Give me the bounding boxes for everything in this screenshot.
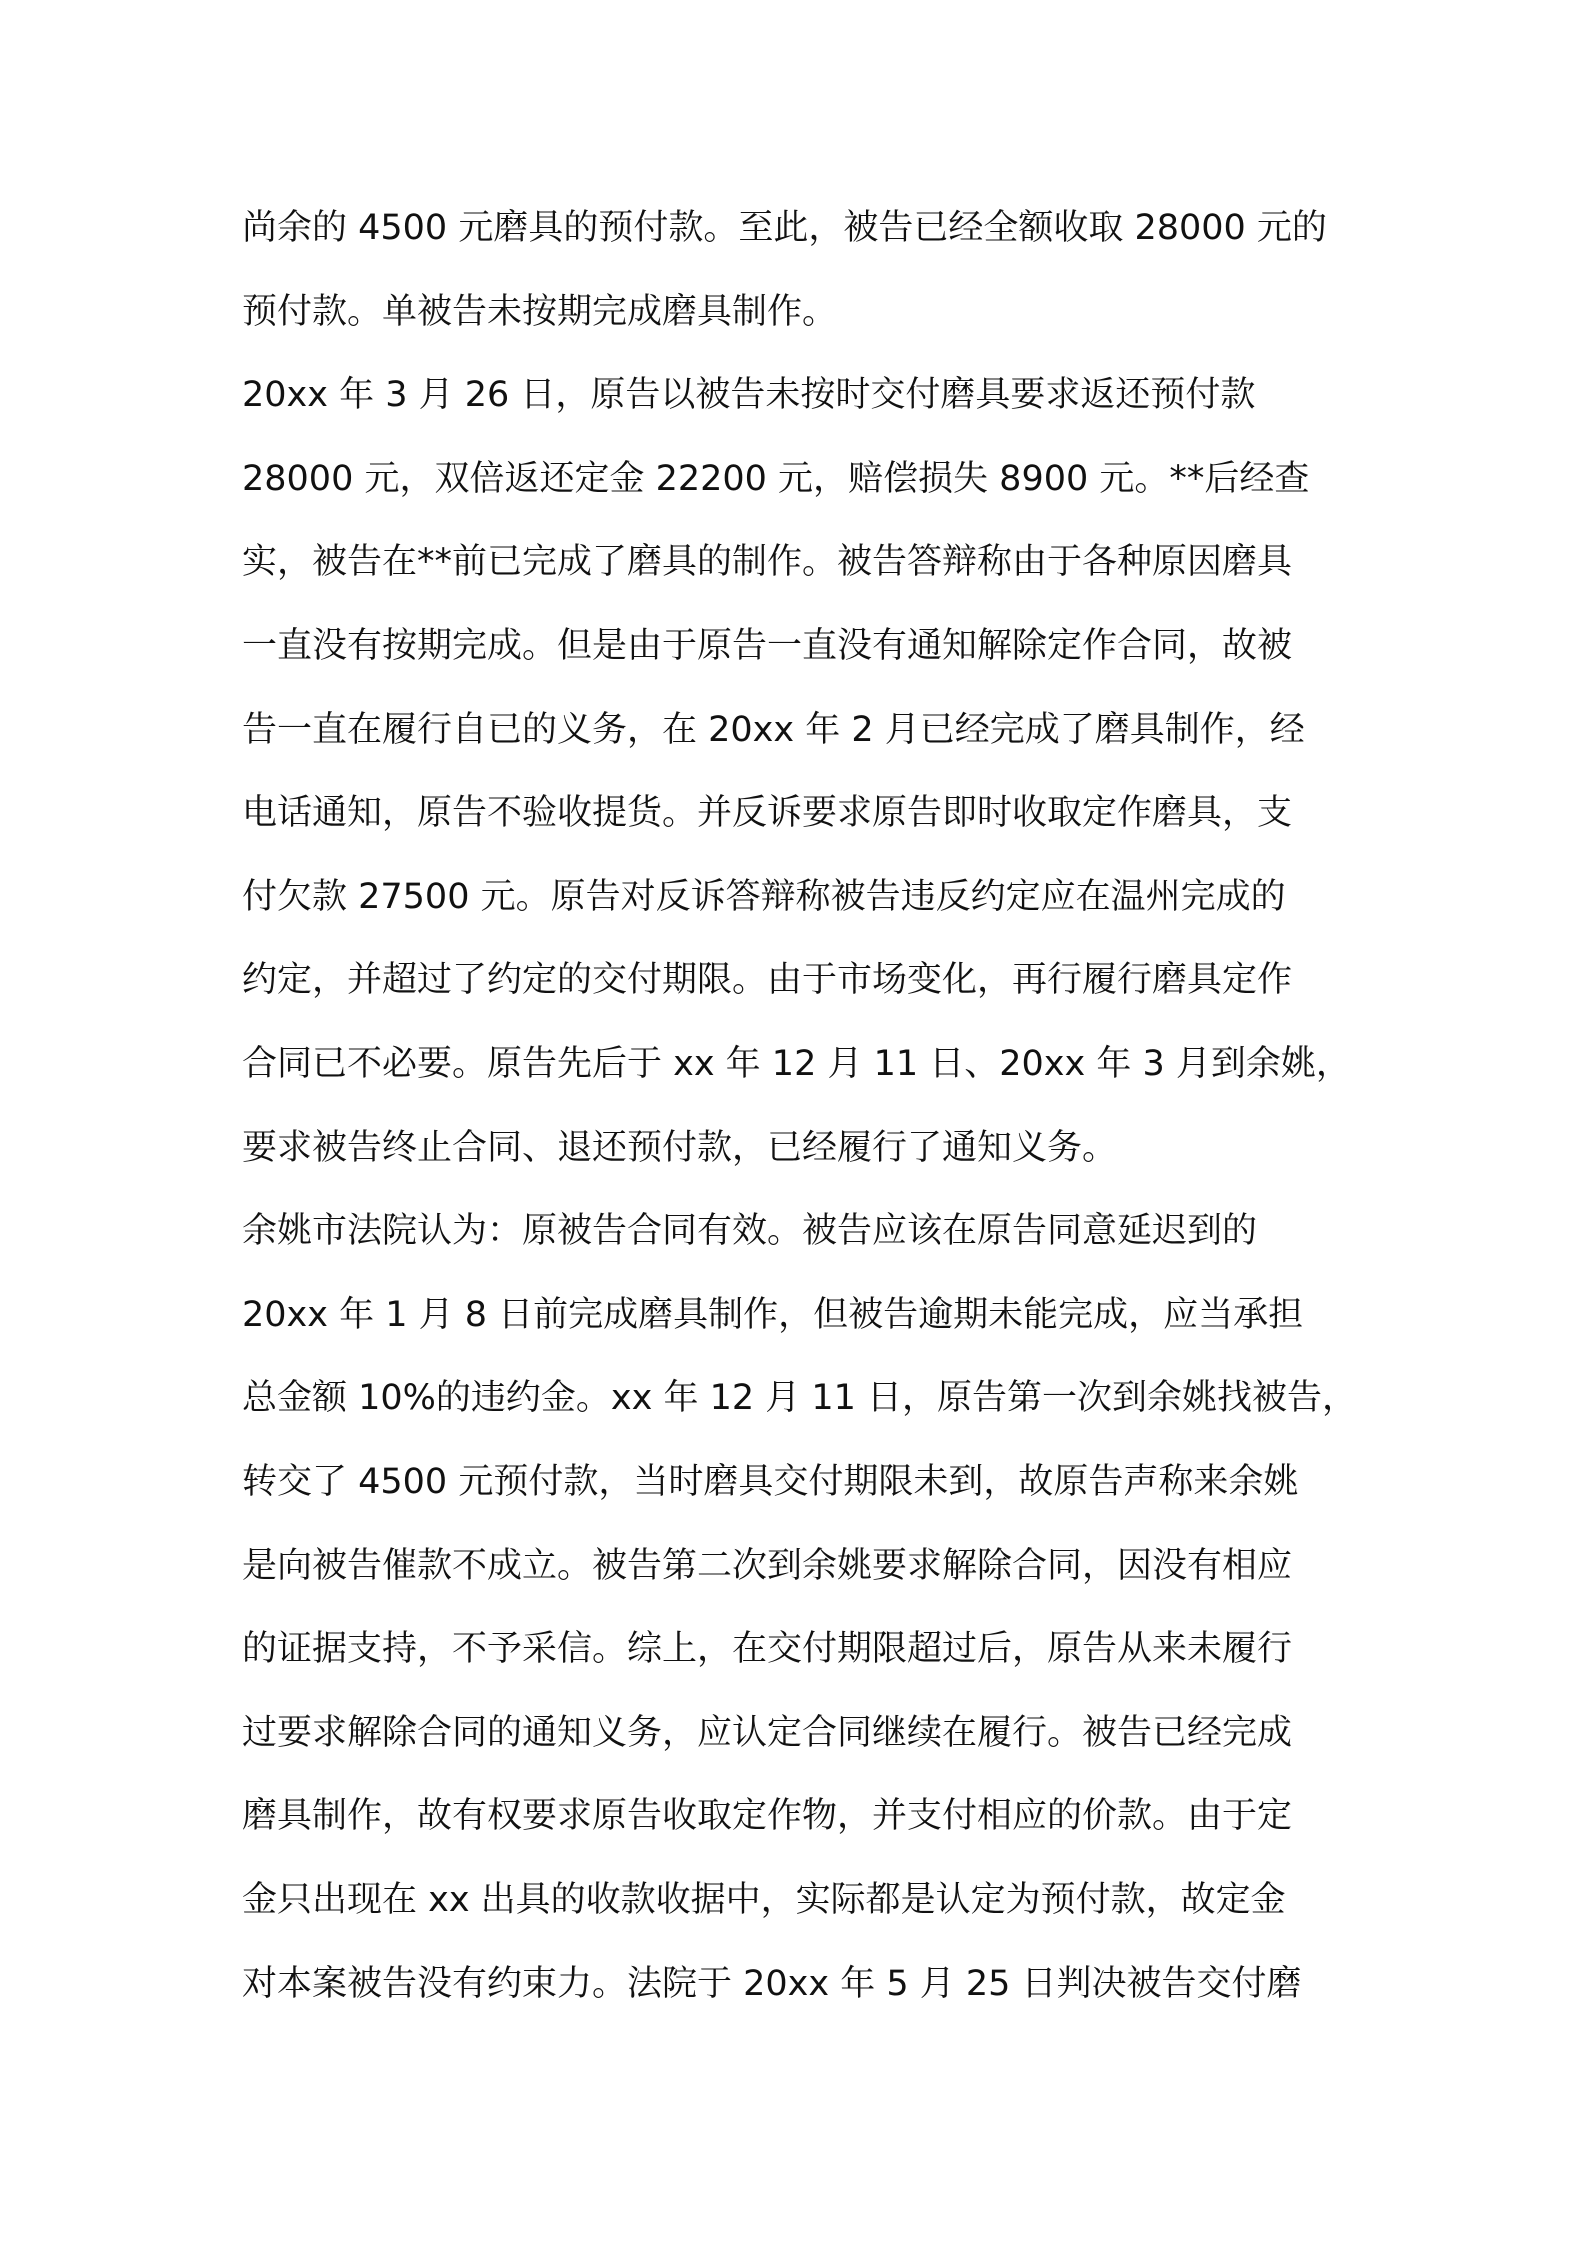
text-line-22: 对本案被告没有约束力。法院于 20xx 年 5 月 25 日判决被告交付磨 (242, 1964, 1302, 2004)
text-line-6: 一直没有按期完成。但是由于原告一直没有通知解除定作合同，故被 (242, 626, 1293, 666)
text-line-5: 实，被告在**前已完成了磨具的制作。被告答辩称由于各种原因磨具 (242, 542, 1293, 582)
text-line-1: 尚余的 4500 元磨具的预付款。至此，被告已经全额收取 28000 元的 (242, 208, 1327, 248)
text-line-11: 合同已不必要。原告先后于 xx 年 12 月 11 日、20xx 年 3 月到余姚， (242, 1044, 1351, 1084)
text-line-21: 金只出现在 xx 出具的收款收据中，实际都是认定为预付款，故定金 (242, 1880, 1286, 1920)
text-line-15: 总金额 10%的违约金。xx 年 12 月 11 日，原告第一次到余姚找被告， (242, 1378, 1358, 1418)
text-line-16: 转交了 4500 元预付款，当时磨具交付期限未到，故原告声称来余姚 (242, 1462, 1299, 1502)
text-line-9: 付欠款 27500 元。原告对反诉答辩称被告违反约定应在温州完成的 (242, 877, 1286, 917)
text-line-8: 电话通知，原告不验收提货。并反诉要求原告即时收取定作磨具，支 (242, 793, 1293, 833)
text-line-10: 约定，并超过了约定的交付期限。由于市场变化，再行履行磨具定作 (242, 960, 1293, 1000)
text-line-19: 过要求解除合同的通知义务，应认定合同继续在履行。被告已经完成 (242, 1713, 1293, 1753)
text-line-4: 28000 元，双倍返还定金 22200 元，赔偿损失 8900 元。**后经查 (242, 459, 1310, 499)
text-line-12: 要求被告终止合同、退还预付款，已经履行了通知义务。 (242, 1128, 1118, 1168)
text-line-7: 告一直在履行自已的义务，在 20xx 年 2 月已经完成了磨具制作，经 (242, 710, 1305, 750)
text-line-18: 的证据支持，不予采信。综上，在交付期限超过后，原告从来未履行 (242, 1629, 1293, 1669)
text-line-20: 磨具制作，故有权要求原告收取定作物，并支付相应的价款。由于定 (242, 1796, 1293, 1836)
text-line-14: 20xx 年 1 月 8 日前完成磨具制作，但被告逾期未能完成，应当承担 (242, 1295, 1304, 1335)
text-line-3: 20xx 年 3 月 26 日，原告以被告未按时交付磨具要求返还预付款 (242, 375, 1256, 415)
text-line-13: 余姚市法院认为：原被告合同有效。被告应该在原告同意延迟到的 (242, 1211, 1258, 1251)
text-line-2: 预付款。单被告未按期完成磨具制作。 (242, 292, 838, 332)
text-line-17: 是向被告催款不成立。被告第二次到余姚要求解除合同，因没有相应 (242, 1546, 1293, 1586)
